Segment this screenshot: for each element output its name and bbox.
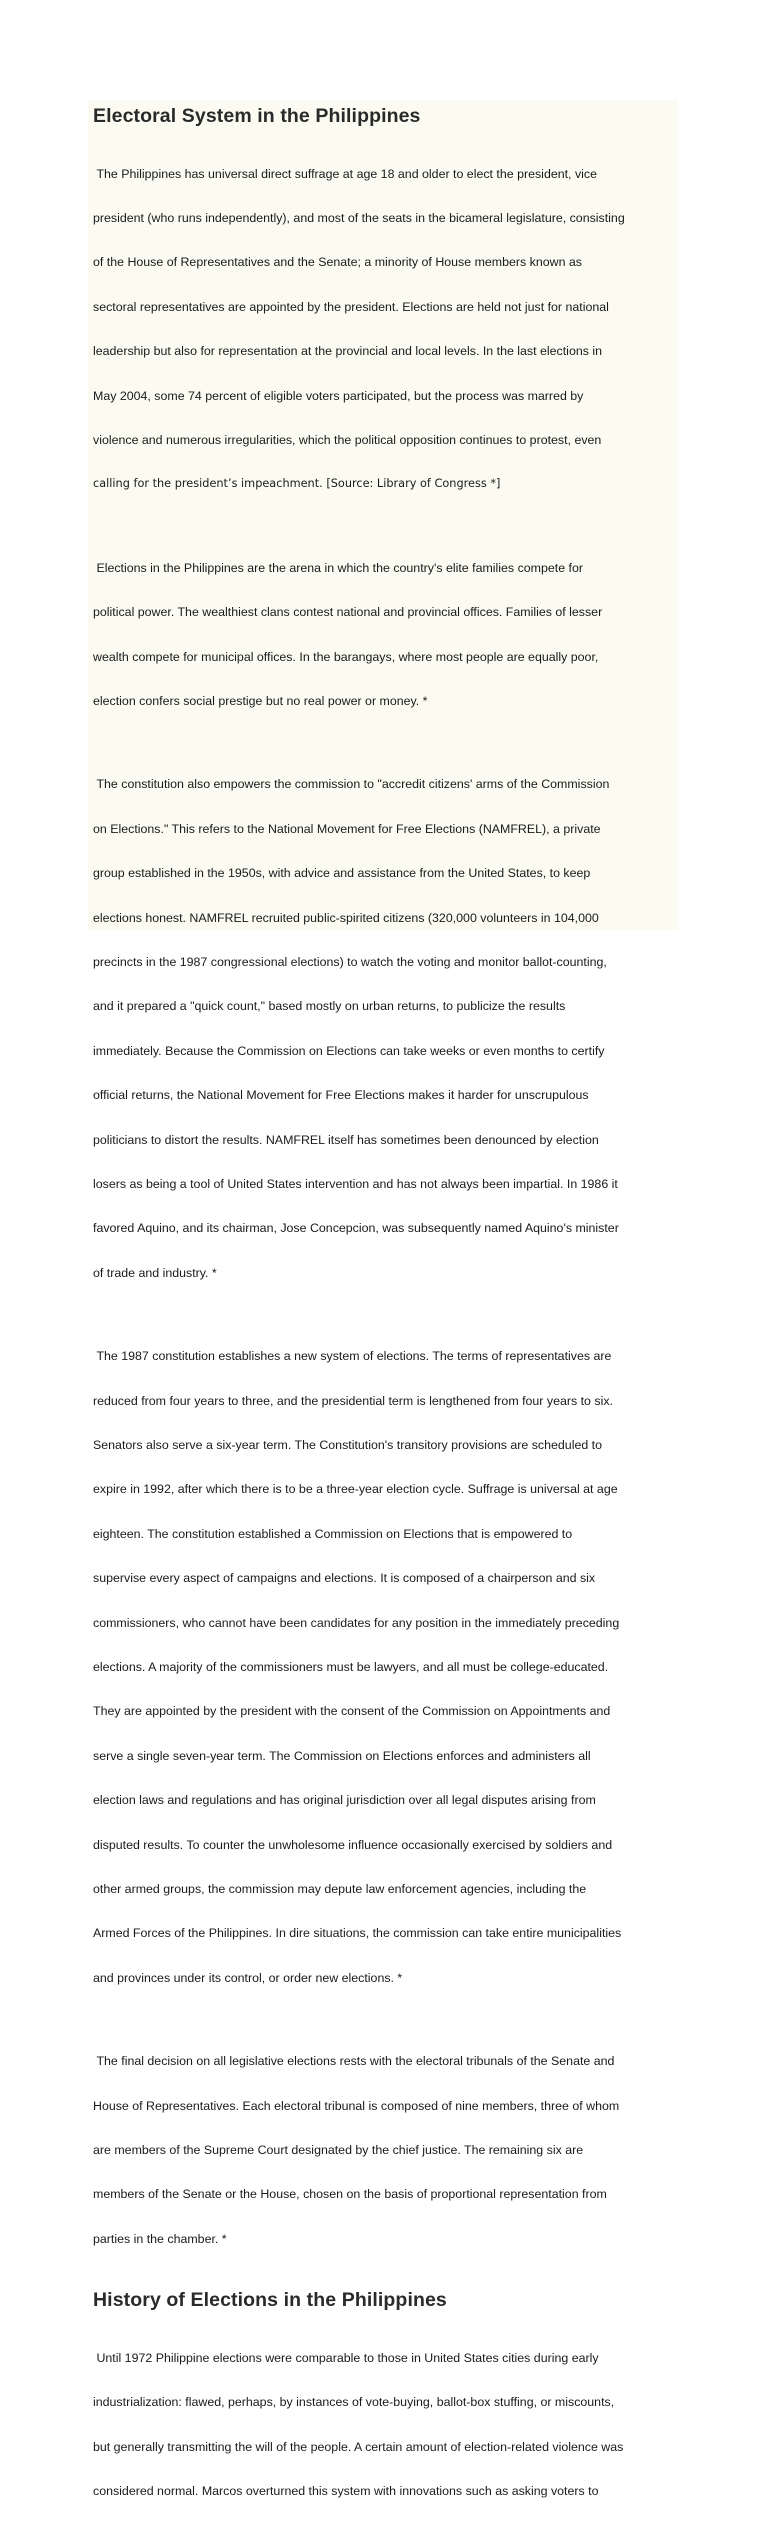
text-line: Senators also serve a six-year term. The Constitution's transitory provisions are scheduled to (93, 1438, 603, 1453)
text-line: House of Representatives. Each electoral tribunal is composed of nine members, three of whom (93, 2098, 620, 2113)
text-line: disputed results. To counter the unwholesome influence occasionally exercised by soldiers and (93, 1837, 613, 1852)
text-line: Elections in the Philippines are the arena in which the country's elite families compete for (93, 560, 583, 575)
text-line: president (who runs independently), and most of the seats in the bicameral legislature, consisting (93, 210, 625, 225)
section-heading-electoral-system: Electoral System in the Philippines (93, 105, 421, 127)
text-line: leadership but also for representation at the provincial and local levels. In the last elections in (93, 344, 603, 359)
text-line: wealth compete for municipal offices. In the barangays, where most people are equally poor, (93, 649, 599, 664)
text-line: The constitution also empowers the commission to "accredit citizens' arms of the Commission (93, 777, 610, 792)
text-line: serve a single seven-year term. The Commission on Elections enforces and administers all (93, 1748, 591, 1763)
text-line: expire in 1992, after which there is to be a three-year election cycle. Suffrage is universal at age (93, 1482, 618, 1497)
paragraph-history-1972 (93, 2321, 675, 2528)
text-line: members of the Senate or the House, chosen on the basis of proportional representation from (93, 2187, 607, 2202)
paragraph-namfrel (93, 748, 675, 1310)
text-line: elections honest. NAMFREL recruited public-spirited citizens (320,000 volunteers in 104,000 (93, 910, 599, 925)
section-heading-history: History of Elections in the Philippines (93, 2289, 447, 2312)
text-line: industrialization: flawed, perhaps, by instances of vote-buying, ballot-box stuffing, or miscounts, (93, 2395, 615, 2410)
paragraph-suffrage (93, 137, 675, 522)
text-line: of trade and industry. * (93, 1265, 217, 1280)
text-line: immediately. Because the Commission on Elections can take weeks or even months to certify (93, 1043, 605, 1058)
text-line: on Elections." This refers to the National Movement for Free Elections (NAMFREL), a private (93, 821, 601, 836)
text-line: parties in the chamber. * (93, 2231, 227, 2246)
text-line: election laws and regulations and has original jurisdiction over all legal disputes arising from (93, 1793, 596, 1808)
text-line: group established in the 1950s, with advice and assistance from the United States, to keep (93, 866, 591, 881)
text-line: election confers social prestige but no real power or money. * (93, 693, 428, 708)
text-line: of the House of Representatives and the Senate; a minority of House members known as (93, 255, 583, 270)
text-line: The Philippines has universal direct suffrage at age 18 and older to elect the president, vice (93, 166, 597, 181)
source-citation-line: calling for the president’s impeachment. [Source: Library of Congress *] (93, 477, 501, 491)
text-line: The 1987 constitution establishes a new system of elections. The terms of representatives are (93, 1349, 612, 1364)
text-line: Until 1972 Philippine elections were comparable to those in United States cities during early (93, 2350, 599, 2365)
text-line: commissioners, who cannot have been candidates for any position in the immediately preceding (93, 1615, 620, 1630)
text-line: Armed Forces of the Philippines. In dire situations, the commission can take entire municipalities (93, 1926, 622, 1941)
text-line: favored Aquino, and its chairman, Jose Concepcion, was subsequently named Aquino's minister (93, 1221, 619, 1236)
text-line: politicians to distort the results. NAMFREL itself has sometimes been denounced by election (93, 1132, 599, 1147)
text-line: and it prepared a "quick count," based mostly on urban returns, to publicize the results (93, 999, 566, 1014)
text-line: reduced from four years to three, and the presidential term is lengthened from four years to six. (93, 1393, 613, 1408)
text-line: supervise every aspect of campaigns and elections. It is composed of a chairperson and six (93, 1571, 596, 1586)
paragraph-1987-constitution (93, 1320, 675, 2015)
text-line: political power. The wealthiest clans contest national and provincial offices. Families of lesser (93, 605, 603, 620)
text-line: are members of the Supreme Court designated by the chief justice. The remaining six are (93, 2142, 584, 2157)
text-line: sectoral representatives are appointed by the president. Elections are held not just for national (93, 299, 609, 314)
text-line: May 2004, some 74 percent of eligible voters participated, but the process was marred by (93, 388, 584, 403)
paragraph-elite-families (93, 531, 675, 738)
text-line: other armed groups, the commission may depute law enforcement agencies, including the (93, 1881, 587, 1896)
text-line: eighteen. The constitution established a Commission on Elections that is empowered to (93, 1526, 573, 1541)
text-line: The final decision on all legislative elections rests with the electoral tribunals of the Senate and (93, 2054, 615, 2069)
text-line: but generally transmitting the will of the people. A certain amount of election-related violence was (93, 2439, 624, 2454)
text-line: They are appointed by the president with the consent of the Commission on Appointments and (93, 1704, 611, 1719)
text-line: and provinces under its control, or order new elections. * (93, 1970, 403, 1985)
text-line: losers as being a tool of United States intervention and has not always been impartial. In 1986 it (93, 1176, 618, 1191)
text-line: official returns, the National Movement for Free Elections makes it harder for unscrupulous (93, 1088, 589, 1103)
article-body (93, 100, 675, 2538)
paragraph-electoral-tribunals (93, 2025, 675, 2277)
text-line: elections. A majority of the commissioners must be lawyers, and all must be college-educated. (93, 1659, 609, 1674)
text-line: violence and numerous irregularities, which the political opposition continues to protest, even (93, 432, 602, 447)
text-line: considered normal. Marcos overturned this system with innovations such as asking voters to (93, 2483, 599, 2498)
document-page (88, 100, 678, 2498)
text-line: precincts in the 1987 congressional elections) to watch the voting and monitor ballot-counting, (93, 955, 607, 970)
